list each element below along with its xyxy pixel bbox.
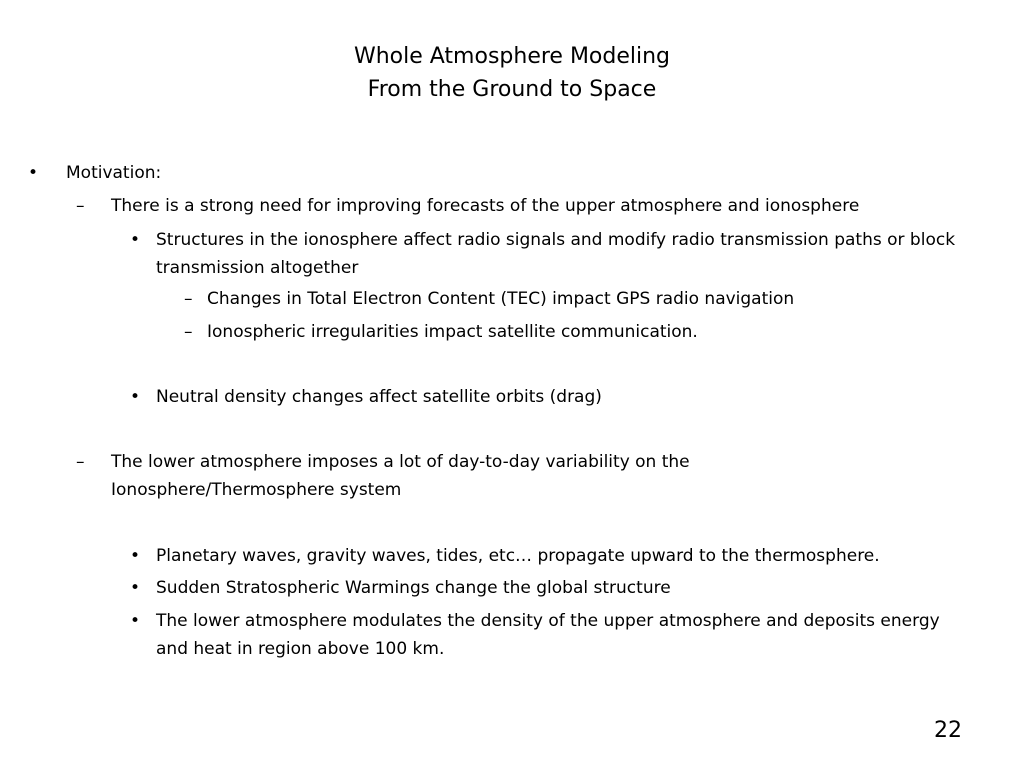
bullet-forecast-need: There is a strong need for improving forecasts of the upper atmosphere and ionosphere — [111, 196, 860, 216]
bullet-tec: Changes in Total Electron Content (TEC) impact GPS radio navigation — [207, 289, 795, 309]
bullet-irregularities: Ionospheric irregularities impact satellite communication. — [207, 322, 698, 342]
bullet-marker: • — [130, 578, 141, 598]
bullet-ssw: Sudden Stratospheric Warmings change the global structure — [156, 578, 671, 598]
title-line-2: From the Ground to Space — [367, 77, 657, 102]
page-number: 22 — [934, 718, 962, 743]
dash-marker: – — [184, 322, 193, 342]
bullet-planetary-waves: Planetary waves, gravity waves, tides, etc… propagate upward to the thermosphere. — [156, 546, 880, 566]
dash-marker: – — [76, 196, 85, 216]
bullet-density-modulation: The lower atmosphere modulates the density of the upper atmosphere and deposits energy and heat in region above 100 km. — [156, 611, 940, 659]
bullet-marker: • — [28, 163, 39, 183]
slide-title — [0, 40, 1024, 106]
bullet-marker: • — [130, 230, 141, 250]
bullet-marker: • — [130, 546, 141, 566]
dash-marker: – — [184, 289, 193, 309]
title-line-1: Whole Atmosphere Modeling — [353, 44, 671, 69]
bullet-marker: • — [130, 611, 141, 631]
bullet-ionosphere-structures: Structures in the ionosphere affect radio signals and modify radio transmission paths or block transmission altogether — [156, 230, 956, 278]
bullet-neutral-density: Neutral density changes affect satellite orbits (drag) — [156, 387, 602, 407]
bullet-lower-atmosphere: The lower atmosphere imposes a lot of day-to-day variability on the Ionosphere/Thermosphere system — [111, 452, 690, 500]
dash-marker: – — [76, 452, 85, 472]
bullet-marker: • — [130, 387, 141, 407]
bullet-motivation: Motivation: — [66, 163, 162, 183]
